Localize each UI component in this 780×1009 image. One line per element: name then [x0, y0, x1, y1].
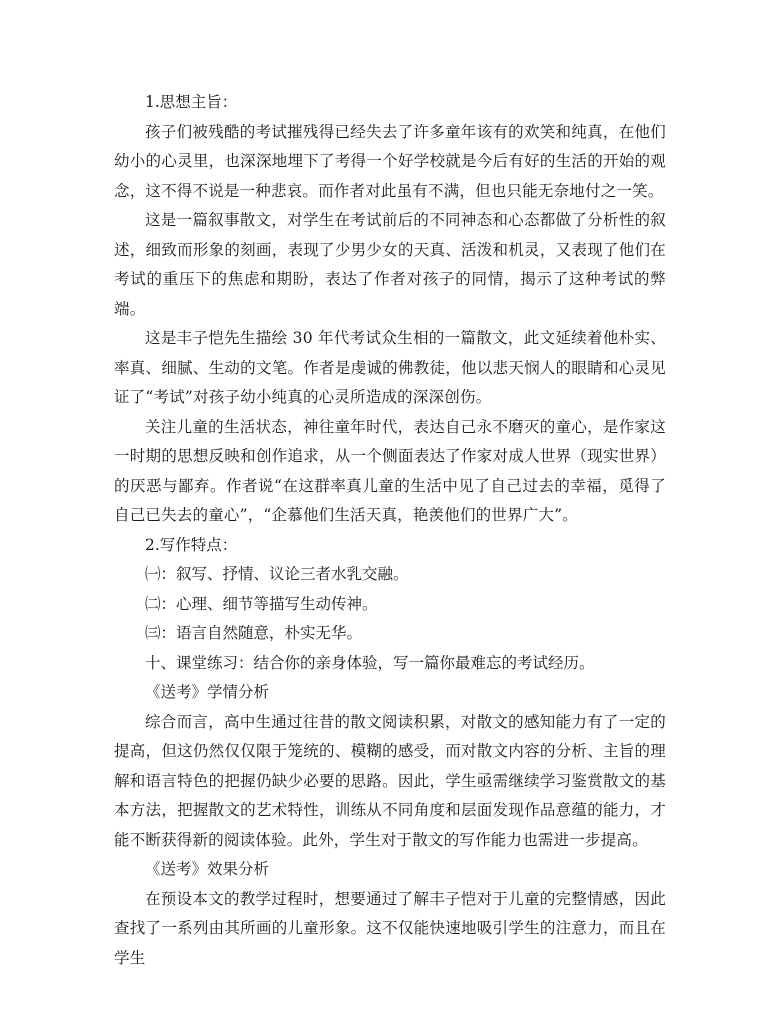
- paragraph: 这是一篇叙事散文，对学生在考试前后的不同神态和心态都做了分析性的叙述，细致而形象的刻画，表现了少男少女的天真、活泼和机灵，又表现了他们在考试的重压下的焦虑和期盼，表达了作者对孩子的同情，揭示了这种考试的弊端。: [114, 211, 666, 318]
- classroom-practice: 十、课堂练习：结合你的亲身体验，写一篇你最难忘的考试经历。: [145, 653, 595, 672]
- paragraph: 孩子们被残酷的考试摧残得已经失去了许多童年该有的欢笑和纯真，在他们幼小的心灵里，也深深地埋下了考得一个好学校就是今后有好的生活的开始的观念，这不得不说是一种悲哀。而作者对此虽有不满，但也只能无奈地付之一笑。: [114, 122, 666, 200]
- document-body: [114, 88, 666, 973]
- paragraph: 这是丰子恺先生描绘 30 年代考试众生相的一篇散文，此文延续着他朴实、率真、细腻、生动的文笔。作者是虔诚的佛教徒，他以悲天悯人的眼睛和心灵见证了“考试”对孩子幼小纯真的心灵所造成的深深创伤。: [114, 329, 666, 406]
- section-heading-effect-analysis: 《送考》效果分析: [145, 860, 270, 878]
- list-item: ㈡：心理、细节等描写生动传神。: [145, 594, 378, 613]
- paragraph: 在预设本文的教学过程时，想要通过了解丰子恺对于儿童的完整情感，因此查找了一系列由其所画的儿童形象。这不仅能快速地吸引学生的注意力，而且在学生: [114, 889, 666, 967]
- list-item: ㈢：语言自然随意，朴实无华。: [145, 624, 363, 642]
- section-heading-theme: 1.思想主旨：: [145, 93, 238, 111]
- section-heading-learning-analysis: 《送考》学情分析: [145, 683, 270, 701]
- section-heading-writing-features: 2.写作特点：: [145, 535, 238, 554]
- list-item: ㈠：叙写、抒情、议论三者水乳交融。: [145, 565, 409, 583]
- paragraph: 综合而言，高中生通过往昔的散文阅读积累，对散文的感知能力有了一定的提高，但这仍然仅仅限于笼统的、模糊的感受，而对散文内容的分析、主旨的理解和语言特色的把握仍缺少必要的思路。因此，学生亟需继续学习鉴赏散文的基本方法，把握散文的艺术特性，训练从不同角度和层面发现作品意蕴的能力，才能不断获得新的阅读体验。此外，学生对于散文的写作能力也需进一步提高。: [114, 712, 666, 849]
- paragraph: 关注儿童的生活状态，神往童年时代，表达自己永不磨灭的童心，是作家这一时期的思想反映和创作追求，从一个侧面表达了作家对成人世界（现实世界）的厌恶与鄙弃。作者说“在这群率真儿童的生活中见了自己过去的幸福，觅得了自己已失去的童心”，“企慕他们生活天真，艳羡他们的世界广大”。: [114, 417, 666, 524]
